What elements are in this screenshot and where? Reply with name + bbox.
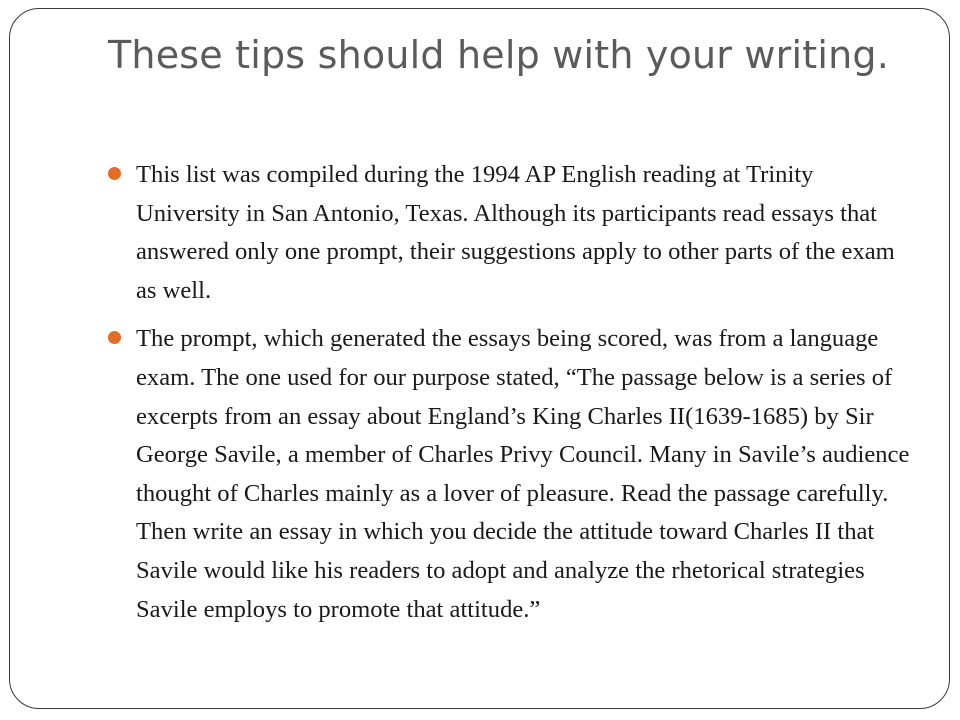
bullet-list [108, 156, 914, 639]
bullet-dot-icon [108, 331, 121, 344]
bullet-dot-icon [108, 167, 121, 180]
slide-title: These tips should help with your writing. [108, 33, 890, 77]
bullet-text: The prompt, which generated the essays being scored, was from a language exam. The one used for our purpose stated, “The passage below is a series of excerpts from an essay about England’s King Charles II(1639-1685) by Sir George Savile, a member of Charles Privy Council. Many in Savile’s audience thought of Charles mainly as a lover of pleasure. Read the passage carefully. Then write an essay in which you decide the attitude toward Charles II that Savile would like his readers to adopt and analyze the rhetorical strategies Savile employs to promote that attitude.” [136, 325, 910, 623]
bullet-item [108, 156, 914, 310]
bullet-item [108, 320, 914, 629]
bullet-text: This list was compiled during the 1994 AP English reading at Trinity University in San Antonio, Texas. Although its participants read essays that answered only one prompt, their suggestions apply to other parts of the exam as well. [136, 161, 895, 304]
